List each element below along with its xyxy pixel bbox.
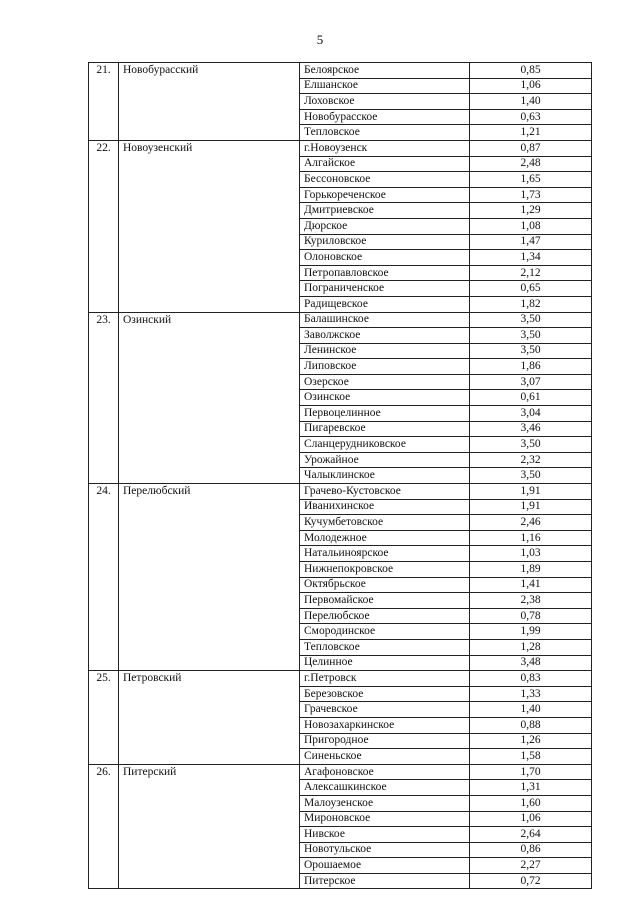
coefficient-value: 1,65 [470,172,592,188]
settlement-name: Горькореченское [300,187,470,203]
row-number: 25. [89,671,119,765]
settlement-name: Орошаемое [300,858,470,874]
settlement-name: Молодежное [300,530,470,546]
settlement-name: Первомайское [300,593,470,609]
settlement-name: Новобурасское [300,109,470,125]
settlement-name: Агафоновское [300,764,470,780]
settlement-name: г.Петровск [300,671,470,687]
settlement-name: Чалыклинское [300,468,470,484]
coefficient-value: 3,50 [470,312,592,328]
coefficient-value: 1,03 [470,546,592,562]
table-row [89,764,592,780]
coefficient-value: 2,48 [470,156,592,172]
settlement-name: Новотульское [300,842,470,858]
settlement-name: Алгайское [300,156,470,172]
settlement-name: Целинное [300,655,470,671]
settlement-name: Смородинское [300,624,470,640]
coefficient-value: 1,33 [470,686,592,702]
coefficient-value: 1,91 [470,484,592,500]
settlement-name: Мироновское [300,811,470,827]
coefficient-value: 1,58 [470,749,592,765]
coefficient-value: 3,48 [470,655,592,671]
coefficient-value: 1,40 [470,702,592,718]
coefficient-value: 1,70 [470,764,592,780]
settlement-name: Питерское [300,873,470,889]
settlement-name: Елшанское [300,78,470,94]
coefficient-value: 1,21 [470,125,592,141]
coefficient-value: 2,64 [470,827,592,843]
settlement-name: Кучумбетовское [300,515,470,531]
settlement-name: Березовское [300,686,470,702]
coefficient-value: 1,06 [470,78,592,94]
settlement-name: Бессоновское [300,172,470,188]
table-row [89,671,592,687]
coefficient-value: 2,32 [470,452,592,468]
settlement-name: Олоновское [300,250,470,266]
settlement-name: Тепловское [300,125,470,141]
table-body [89,63,592,889]
settlement-name: Малоузенское [300,795,470,811]
coefficient-value: 1,47 [470,234,592,250]
coefficient-value: 0,61 [470,390,592,406]
settlement-name: Урожайное [300,452,470,468]
coefficient-value: 1,86 [470,359,592,375]
settlement-name: г.Новоузенск [300,140,470,156]
coefficient-value: 0,83 [470,671,592,687]
settlement-name: Тепловское [300,639,470,655]
coefficient-value: 1,73 [470,187,592,203]
settlement-name: Куриловское [300,234,470,250]
coefficient-value: 1,28 [470,639,592,655]
coefficient-value: 1,60 [470,795,592,811]
settlement-name: Пигаревское [300,421,470,437]
settlement-name: Синеньское [300,749,470,765]
coefficient-value: 0,88 [470,717,592,733]
settlement-name: Пригородное [300,733,470,749]
coefficient-value: 3,50 [470,343,592,359]
district-name: Перелюбский [119,484,300,671]
coefficient-value: 2,46 [470,515,592,531]
district-name: Петровский [119,671,300,765]
settlement-name: Нижнепокровское [300,562,470,578]
row-number: 21. [89,63,119,141]
settlement-name: Белоярское [300,63,470,79]
settlement-name: Натальиноярское [300,546,470,562]
settlement-name: Первоцелинное [300,406,470,422]
settlement-name: Петропавловское [300,265,470,281]
coefficient-value: 0,78 [470,608,592,624]
settlement-name: Сланцерудниковское [300,437,470,453]
settlement-name: Пограниченское [300,281,470,297]
settlement-name: Новозахаркинское [300,717,470,733]
coefficient-value: 1,08 [470,218,592,234]
coefficient-value: 2,12 [470,265,592,281]
settlement-name: Иванихинское [300,499,470,515]
table-row [89,63,592,79]
coefficient-value: 1,41 [470,577,592,593]
coefficient-value: 0,87 [470,140,592,156]
coefficient-value: 0,85 [470,63,592,79]
coefficient-value: 1,26 [470,733,592,749]
settlement-name: Липовское [300,359,470,375]
coefficient-value: 1,40 [470,94,592,110]
row-number: 22. [89,140,119,312]
settlement-name: Ленинское [300,343,470,359]
settlement-name: Лоховское [300,94,470,110]
coefficient-value: 2,27 [470,858,592,874]
page-number: 5 [316,32,324,47]
district-name: Озинский [119,312,300,484]
settlement-name: Алексашкинское [300,780,470,796]
coefficient-value: 1,34 [470,250,592,266]
settlement-name: Грачево-Кустовское [300,484,470,500]
coefficient-value: 0,65 [470,281,592,297]
coefficient-value: 3,50 [470,468,592,484]
district-name: Новоузенский [119,140,300,312]
settlement-name: Октябрьское [300,577,470,593]
coefficient-value: 0,86 [470,842,592,858]
settlement-name: Перелюбское [300,608,470,624]
coefficient-value: 3,50 [470,437,592,453]
settlement-name: Нивское [300,827,470,843]
settlement-name: Грачевское [300,702,470,718]
coefficient-value: 0,72 [470,873,592,889]
coefficient-value: 0,63 [470,109,592,125]
settlement-name: Радищевское [300,296,470,312]
settlement-name: Озинское [300,390,470,406]
settlement-name: Балашинское [300,312,470,328]
coefficient-value: 1,16 [470,530,592,546]
row-number: 23. [89,312,119,484]
table-row [89,312,592,328]
settlement-name: Заволжское [300,328,470,344]
coefficient-value: 3,07 [470,374,592,390]
coefficient-value: 1,29 [470,203,592,219]
settlement-name: Озерское [300,374,470,390]
coefficient-value: 1,31 [470,780,592,796]
settlement-name: Дмитриевское [300,203,470,219]
row-number: 26. [89,764,119,889]
coefficient-value: 1,06 [470,811,592,827]
row-number: 24. [89,484,119,671]
coefficient-value: 2,38 [470,593,592,609]
coefficient-value: 3,46 [470,421,592,437]
coefficient-value: 1,91 [470,499,592,515]
coefficient-value: 1,89 [470,562,592,578]
table-row [89,140,592,156]
table-row [89,484,592,500]
coefficient-value: 1,82 [470,296,592,312]
district-name: Питерский [119,764,300,889]
district-name: Новобурасский [119,63,300,141]
settlements-table [88,62,592,889]
coefficient-value: 1,99 [470,624,592,640]
coefficient-value: 3,04 [470,406,592,422]
coefficient-value: 3,50 [470,328,592,344]
settlement-name: Дюрское [300,218,470,234]
